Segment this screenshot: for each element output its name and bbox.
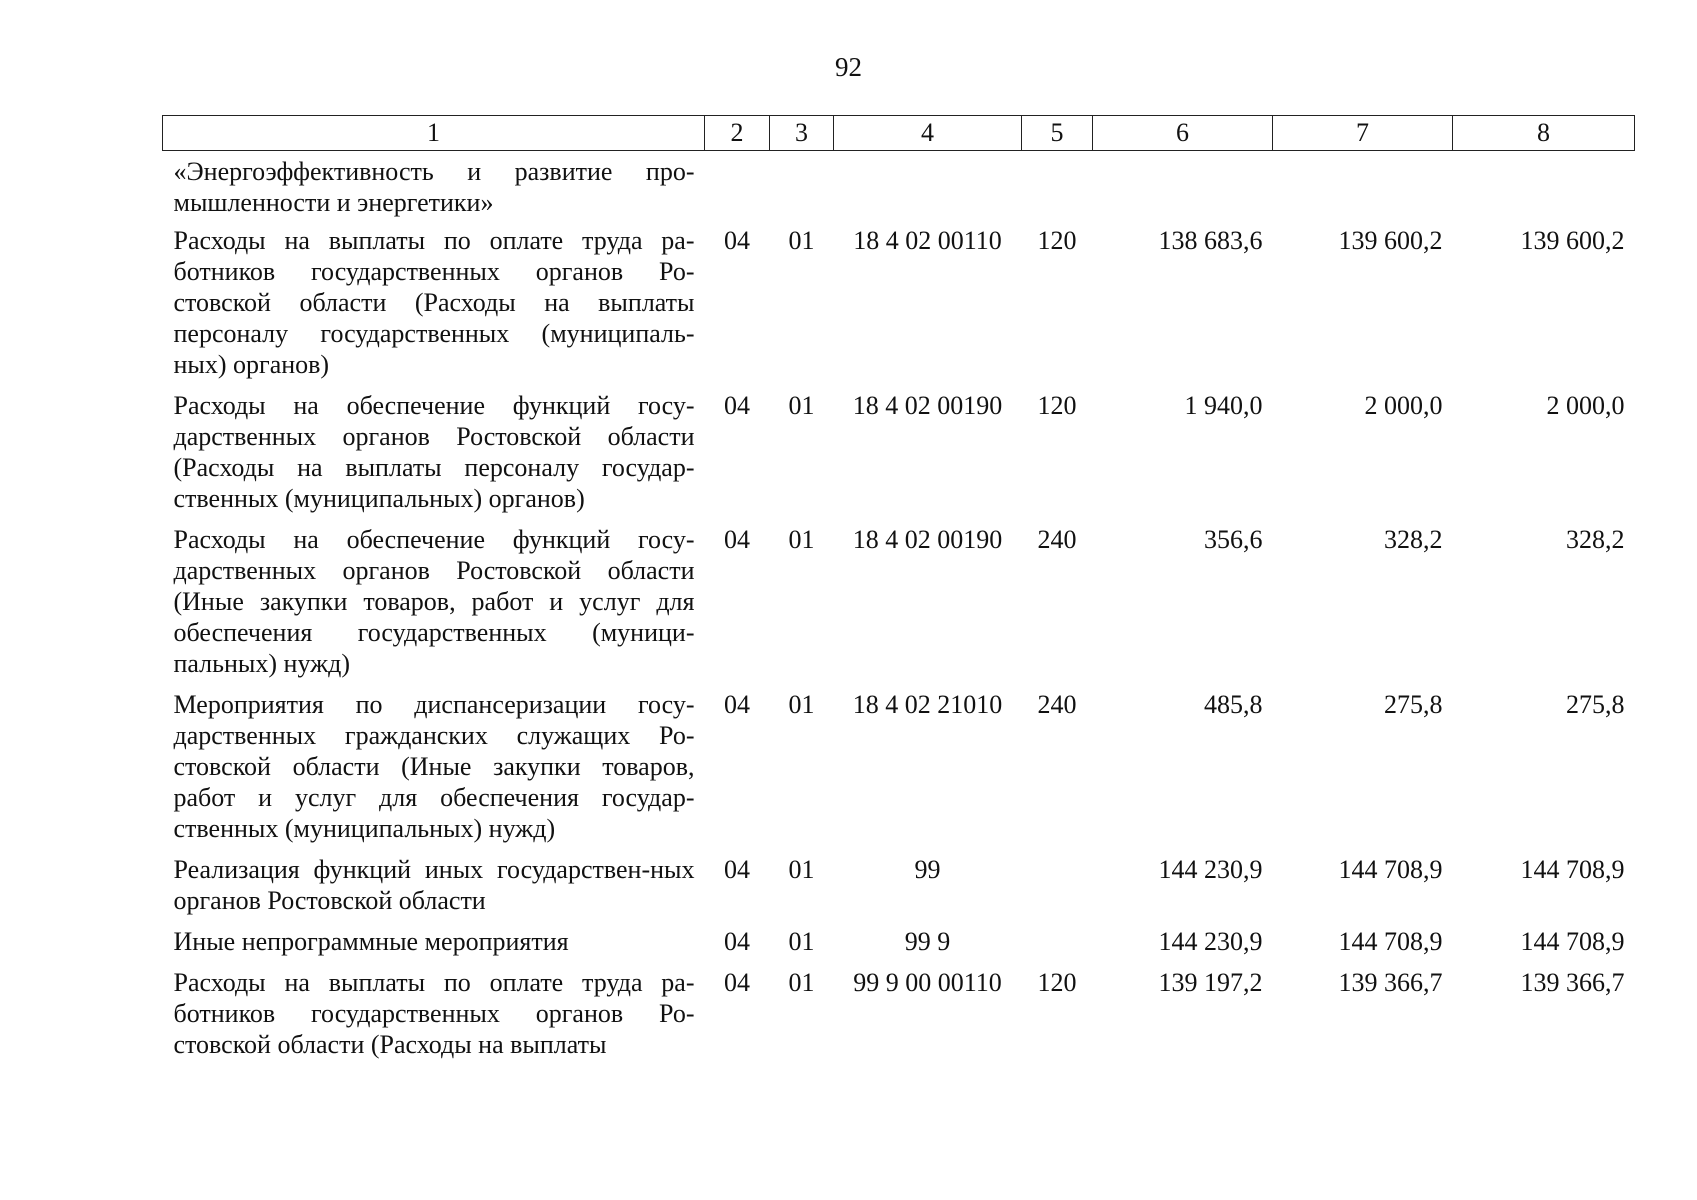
header-col-3: 3 xyxy=(770,116,834,151)
row-description: Расходы на обеспечение функций госу-дарственных органов Ростовской области (Иные закупки товаров, работ и услуг для обеспечения государственных (муници-пальных) нужд) xyxy=(173,525,695,678)
row-amount-2: 275,8 xyxy=(1384,690,1443,719)
table-row xyxy=(163,225,1635,390)
row-amount-2: 144 708,9 xyxy=(1338,927,1443,956)
row-description: Иные непрограммные мероприятия xyxy=(173,927,569,956)
row-amount-2: 328,2 xyxy=(1384,525,1443,554)
row-description: Мероприятия по диспансеризации госу-дарственных гражданских служащих Ро-стовской области (Иные закупки товаров, работ и услуг для обеспечения государ-ственных (муниципальных) нужд) xyxy=(173,690,695,843)
table-header xyxy=(163,116,1635,151)
table-row xyxy=(163,689,1635,854)
row-subsection: 01 xyxy=(788,690,815,719)
header-col-2: 2 xyxy=(705,116,770,151)
row-section: 04 xyxy=(724,391,750,420)
row-target-code: 18 4 02 00110 xyxy=(853,226,1002,255)
table-body xyxy=(163,151,1635,1071)
row-expense-type xyxy=(1022,926,1093,967)
table-row xyxy=(163,524,1635,689)
row-subsection: 01 xyxy=(788,968,815,997)
row-section xyxy=(705,151,770,226)
row-subsection: 01 xyxy=(788,855,815,884)
row-target-code: 99 xyxy=(914,855,941,884)
row-amount-2: 2 000,0 xyxy=(1364,391,1443,420)
row-amount-1: 356,6 xyxy=(1204,525,1263,554)
row-target-code: 18 4 02 21010 xyxy=(852,690,1003,719)
row-target-code: 99 9 00 00110 xyxy=(853,968,1002,997)
header-row xyxy=(163,116,1635,151)
row-amount-3: 144 708,9 xyxy=(1520,927,1625,956)
row-amount-3: 328,2 xyxy=(1566,525,1625,554)
row-subsection: 01 xyxy=(788,391,815,420)
row-section: 04 xyxy=(724,927,750,956)
row-expense-type xyxy=(1022,854,1093,926)
row-expense-type xyxy=(1022,151,1093,226)
row-target-code xyxy=(834,151,1022,226)
row-description: Реализация функций иных государствен-ных органов Ростовской области xyxy=(173,855,695,915)
row-section: 04 xyxy=(724,690,750,719)
header-col-4: 4 xyxy=(834,116,1022,151)
row-description: «Энергоэффективность и развитие про-мышленности и энергетики» xyxy=(173,157,695,217)
row-target-code: 99 9 xyxy=(904,927,951,956)
row-amount-2: 139 366,7 xyxy=(1338,968,1443,997)
row-amount-1: 144 230,9 xyxy=(1158,855,1263,884)
row-section: 04 xyxy=(724,855,750,884)
row-subsection xyxy=(770,151,834,226)
row-expense-type: 240 xyxy=(1037,525,1077,554)
row-amount-1: 485,8 xyxy=(1204,690,1263,719)
row-expense-type: 240 xyxy=(1037,690,1077,719)
row-amount-3: 2 000,0 xyxy=(1546,391,1625,420)
header-col-5: 5 xyxy=(1022,116,1093,151)
budget-table xyxy=(162,115,1635,1070)
row-amount-3: 144 708,9 xyxy=(1520,855,1625,884)
row-amount-2 xyxy=(1273,151,1453,226)
row-description: Расходы на выплаты по оплате труда ра-ботников государственных органов Ро-стовской области (Расходы на выплаты персоналу государственных (муниципаль-ных) органов) xyxy=(173,226,695,379)
row-expense-type: 120 xyxy=(1037,391,1077,420)
table-row xyxy=(163,967,1635,1070)
row-target-code: 18 4 02 00190 xyxy=(852,525,1003,554)
table-row xyxy=(163,390,1635,524)
row-subsection: 01 xyxy=(788,226,815,255)
row-amount-1: 138 683,6 xyxy=(1158,226,1263,255)
page-number: 92 xyxy=(835,52,862,82)
row-target-code: 18 4 02 00190 xyxy=(852,391,1003,420)
row-amount-1 xyxy=(1093,151,1273,226)
row-subsection: 01 xyxy=(788,927,815,956)
row-expense-type: 120 xyxy=(1037,226,1077,255)
header-col-8: 8 xyxy=(1453,116,1635,151)
table-row xyxy=(163,854,1635,926)
row-amount-3 xyxy=(1453,151,1635,226)
row-subsection: 01 xyxy=(788,525,815,554)
row-amount-2: 144 708,9 xyxy=(1338,855,1443,884)
row-amount-3: 275,8 xyxy=(1566,690,1625,719)
row-section: 04 xyxy=(724,226,750,255)
row-amount-2: 139 600,2 xyxy=(1338,226,1443,255)
row-amount-1: 139 197,2 xyxy=(1158,968,1263,997)
header-col-7: 7 xyxy=(1273,116,1453,151)
row-amount-3: 139 600,2 xyxy=(1520,226,1625,255)
row-description: Расходы на выплаты по оплате труда ра-ботников государственных органов Ро-стовской области (Расходы на выплаты xyxy=(173,968,695,1059)
row-amount-1: 1 940,0 xyxy=(1184,391,1263,420)
row-amount-3: 139 366,7 xyxy=(1520,968,1625,997)
row-amount-1: 144 230,9 xyxy=(1158,927,1263,956)
row-section: 04 xyxy=(724,525,750,554)
table-row xyxy=(163,151,1635,226)
header-col-1: 1 xyxy=(163,116,705,151)
header-col-6: 6 xyxy=(1093,116,1273,151)
row-expense-type: 120 xyxy=(1037,968,1077,997)
row-description: Расходы на обеспечение функций госу-дарственных органов Ростовской области (Расходы на выплаты персоналу государ-ственных (муниципальных) органов) xyxy=(173,391,695,513)
row-section: 04 xyxy=(724,968,750,997)
table-row xyxy=(163,926,1635,967)
